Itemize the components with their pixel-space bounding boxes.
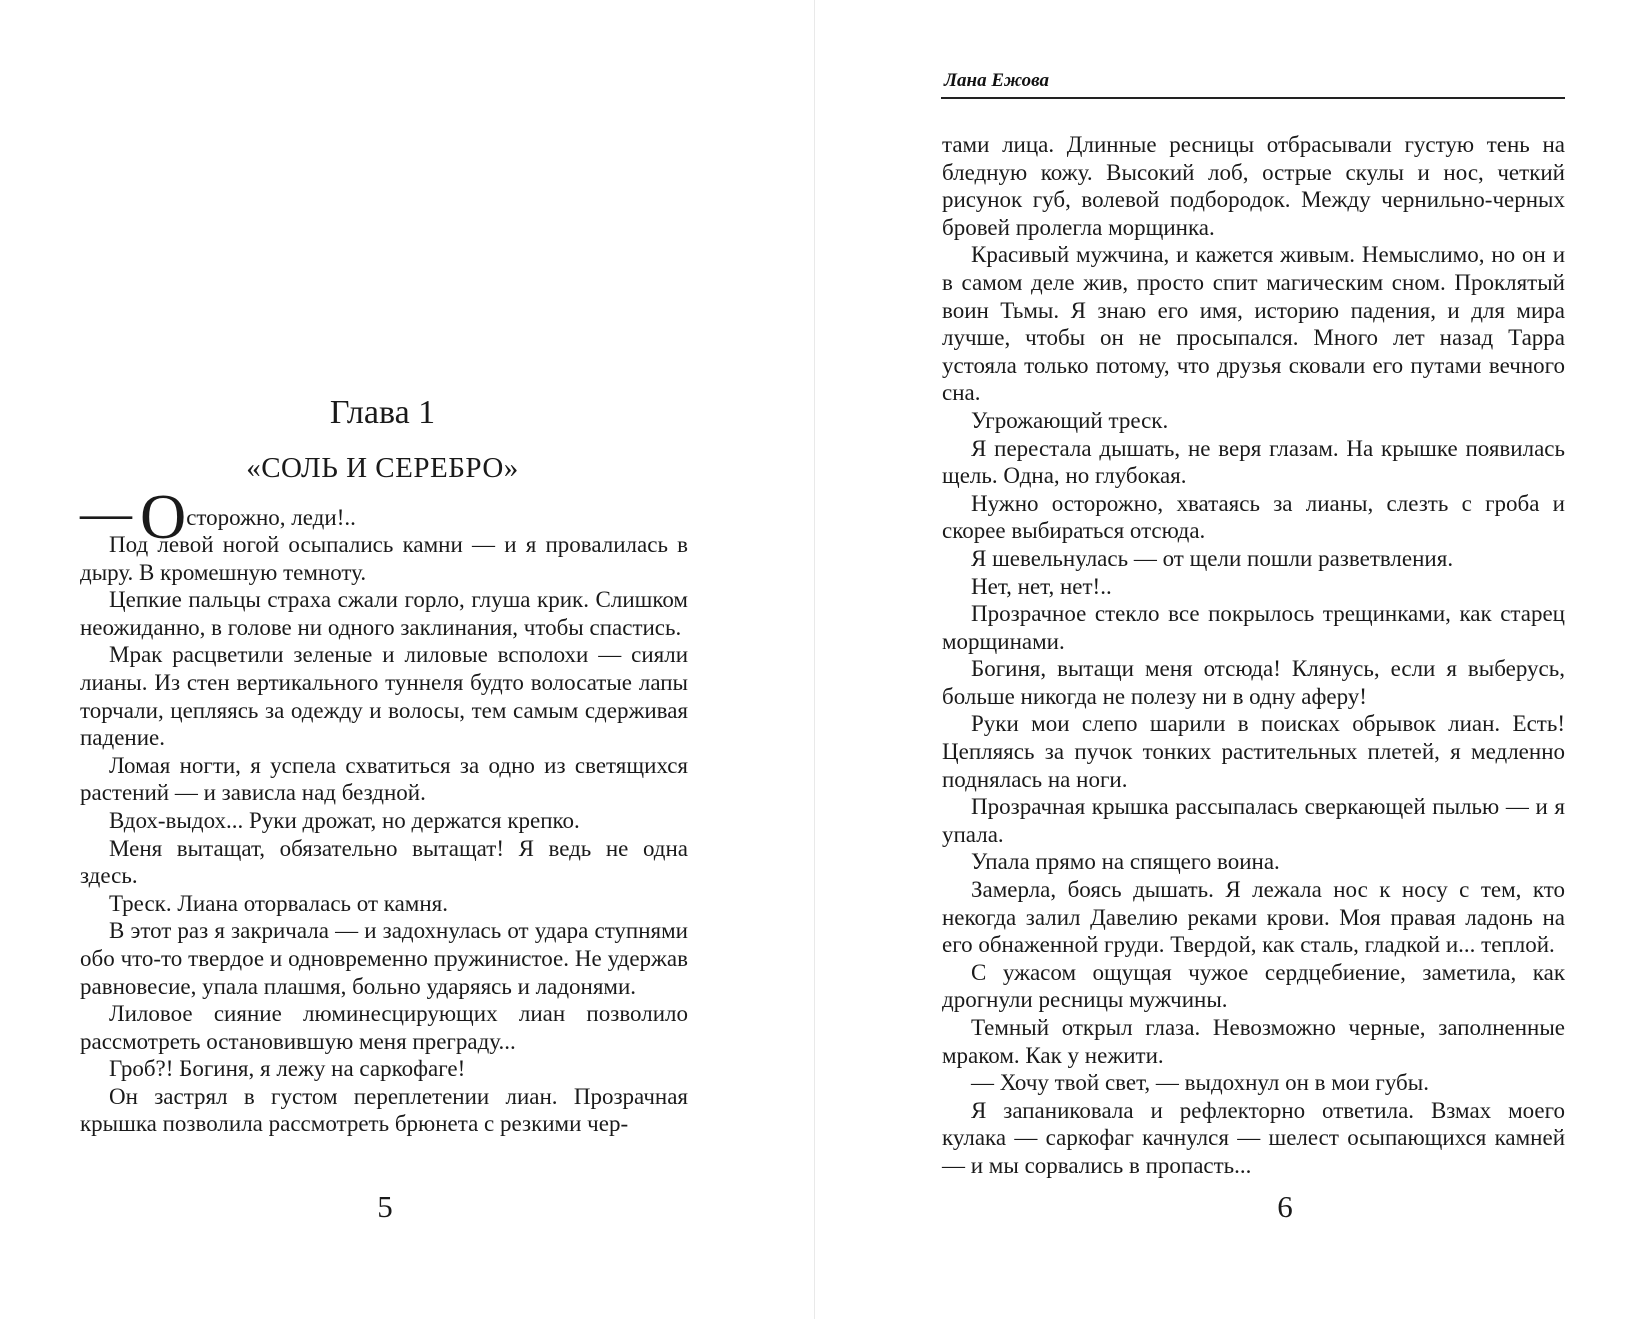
paragraph: Руки мои слепо шарили в поисках обрывок лиан. Есть! Цепляясь за пучок тонких растительных плетей, я медленно поднялась на ноги. xyxy=(942,711,1565,792)
continued-paragraph: тами лица. Длинные ресницы отбрасывали густую тень на бледную кожу. Высокий лоб, острые скулы и нос, четкий рисунок губ, волевой подбородок. Между чернильно-черных бровей пролегла морщинка. xyxy=(942,132,1565,240)
page-number-right: 6 xyxy=(1277,1189,1293,1224)
page-number-left: 5 xyxy=(377,1189,393,1224)
paragraph: Угрожающий треск. xyxy=(971,407,1169,433)
left-page xyxy=(0,0,815,1319)
paragraph: Треск. Лиана оторвалась от камня. xyxy=(109,890,448,916)
paragraph: Под левой ногой осыпались камни — и я провалилась в дыру. В кромешную темноту. xyxy=(80,532,688,585)
running-header xyxy=(941,68,1565,99)
paragraph: Прозрачная крышка рассыпалась сверкающей пылью — и я упала. xyxy=(942,794,1565,847)
paragraph: Замерла, боясь дышать. Я лежала нос к носу с тем, кто некогда залил Давелию реками крови. Моя правая ладонь на его обнаженной груди. Твердой, как сталь, гладкой и... теплой. xyxy=(942,877,1565,958)
paragraph: Я перестала дышать, не веря глазам. На крышке появилась щель. Одна, но глубокая. xyxy=(942,435,1565,489)
drop-cap-letter: О xyxy=(140,481,187,552)
paragraph: Ломая ногти, я успела схватиться за одно из светящихся растений — и зависла над бездной. xyxy=(80,752,688,806)
paragraph: В этот раз я закричала — и задохнулась от удара ступнями обо что-то твердое и одновременно пружинистое. Не удержав равновесие, упала плашмя, больно ударяясь и ладонями. xyxy=(80,918,688,999)
paragraph: Богиня, вытащи меня отсюда! Клянусь, если я выберусь, больше никогда не полезу ни в одну аферу! xyxy=(942,656,1565,709)
right-text-block xyxy=(942,131,1565,1180)
chapter-subtitle: «СОЛЬ И СЕРЕБРО» xyxy=(246,452,519,484)
paragraph: Я шевельнулась — от щели пошли разветвления. xyxy=(971,545,1454,571)
paragraph: Цепкие пальцы страха сжали горло, глуша крик. Слишком неожиданно, в голове ни одного заклинания, чтобы спастись. xyxy=(80,587,688,640)
left-text-block xyxy=(80,481,688,1138)
paragraph: Вдох-выдох... Руки дрожат, но держатся крепко. xyxy=(109,807,580,833)
paragraph: Я запаниковала и рефлекторно ответила. Взмах моего кулака — саркофаг качнулся — шелест осыпающихся камней — и мы сорвались в пропасть... xyxy=(942,1097,1565,1178)
opening-line-text: сторожно, леди!.. xyxy=(186,505,356,530)
paragraph: Он застрял в густом переплетении лиан. Прозрачная крышка позволила рассмотреть брюнета с резкими чер- xyxy=(80,1083,688,1137)
paragraph: Меня вытащат, обязательно вытащат! Я ведь не одна здесь. xyxy=(80,835,688,889)
paragraph: Упала прямо на спящего воина. xyxy=(971,849,1280,875)
opening-dash: — xyxy=(80,485,132,542)
opening-line xyxy=(80,481,688,552)
paragraph: Лиловое сияние люминесцирующих лиан позволило рассмотреть остановившую меня преграду... xyxy=(80,1001,688,1054)
paragraph: Нужно осторожно, хватаясь за лианы, слезть с гроба и скорее выбираться отсюда. xyxy=(942,490,1565,544)
paragraph: — Хочу твой свет, — выдохнул он в мои губы. xyxy=(971,1070,1429,1096)
right-page xyxy=(815,0,1633,1319)
author-name: Лана Ежова xyxy=(944,70,1049,91)
paragraph: Гроб?! Богиня, я лежу на саркофаге! xyxy=(109,1056,466,1082)
paragraph: Мрак расцветили зеленые и лиловые всполохи — сияли лианы. Из стен вертикального туннеля будто волосатые лапы торчали, цепляясь за одежду и волосы, тем самым сдерживая падение. xyxy=(80,642,688,751)
chapter-title: Глава 1 xyxy=(329,394,436,431)
paragraph: Нет, нет, нет!.. xyxy=(971,573,1112,599)
paragraph: Прозрачное стекло все покрылось трещинками, как старец морщинами. xyxy=(942,601,1565,654)
paragraph: Красивый мужчина, и кажется живым. Немыслимо, но он и в самом деле жив, просто спит магическим сном. Проклятый воин Тьмы. Я знаю его имя, историю падения, и для мира лучше, чтобы он не просыпался. Много лет назад Тарра устояла только потому, что друзья сковали его путами вечного сна. xyxy=(942,242,1565,406)
paragraph: Темный открыл глаза. Невозможно черные, заполненные мраком. Как у нежити. xyxy=(942,1015,1565,1068)
paragraph: С ужасом ощущая чужое сердцебиение, заметила, как дрогнули ресницы мужчины. xyxy=(942,959,1565,1013)
